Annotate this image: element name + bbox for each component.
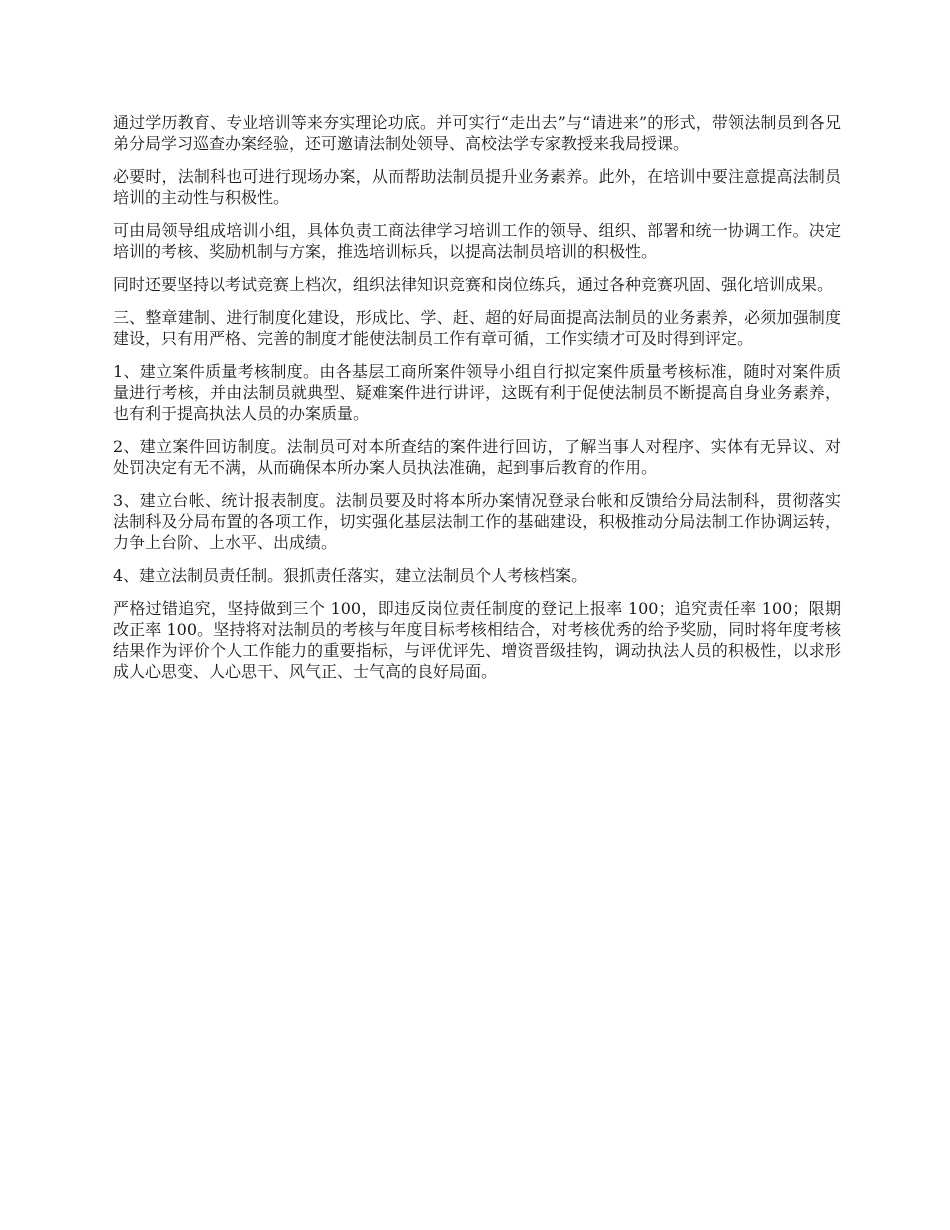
paragraph: 必要时，法制科也可进行现场办案，从而帮助法制员提升业务素养。此外，在培训中要注意提高法制员培训的主动性与积极性。 <box>113 167 841 207</box>
paragraph: 严格过错追究，坚持做到三个 100，即违反岗位责任制度的登记上报率 100；追究责任率 100；限期改正率 100。坚持将对法制员的考核与年度目标考核相结合，对考核优秀的给予奖励，同时将年度考核结果作为评价个人工作能力的重要指标，与评优评先、增资晋级挂钩，调动执法人员的积极性，以求形成人心思变、人心思干、风气正、士气高的良好局面。 <box>113 599 841 681</box>
paragraph: 2、建立案件回访制度。法制员可对本所查结的案件进行回访，了解当事人对程序、实体有无异议、对处罚决定有无不满，从而确保本所办案人员执法准确，起到事后教育的作用。 <box>113 437 841 477</box>
paragraph: 4、建立法制员责任制。狠抓责任落实，建立法制员个人考核档案。 <box>113 566 588 585</box>
paragraph: 1、建立案件质量考核制度。由各基层工商所案件领导小组自行拟定案件质量考核标准，随时对案件质量进行考核，并由法制员就典型、疑难案件进行讲评，这既有利于促使法制员不断提高自身业务素养，也有利于提高执法人员的办案质量。 <box>113 362 841 423</box>
paragraph: 通过学历教育、专业培训等来夯实理论功底。并可实行“走出去”与“请进来”的形式，带领法制员到各兄弟分局学习巡查办案经验，还可邀请法制处领导、高校法学专家教授来我局授课。 <box>113 113 841 153</box>
paragraph: 同时还要坚持以考试竞赛上档次，组织法律知识竞赛和岗位练兵，通过各种竞赛巩固、强化培训成果。 <box>113 275 834 294</box>
paragraph: 可由局领导组成培训小组，具体负责工商法律学习培训工作的领导、组织、部署和统一协调工作。决定培训的考核、奖励机制与方案，推选培训标兵，以提高法制员培训的积极性。 <box>113 221 841 261</box>
paragraph: 三、整章建制、进行制度化建设，形成比、学、赶、超的好局面提高法制员的业务素养，必须加强制度建设，只有用严格、完善的制度才能使法制员工作有章可循，工作实绩才可及时得到评定。 <box>113 308 841 348</box>
paragraph: 3、建立台帐、统计报表制度。法制员要及时将本所办案情况登录台帐和反馈给分局法制科，贯彻落实法制科及分局布置的各项工作，切实强化基层法制工作的基础建设，积极推动分局法制工作协调运转，力争上台阶、上水平、出成绩。 <box>113 491 841 552</box>
document-page <box>113 112 841 694</box>
